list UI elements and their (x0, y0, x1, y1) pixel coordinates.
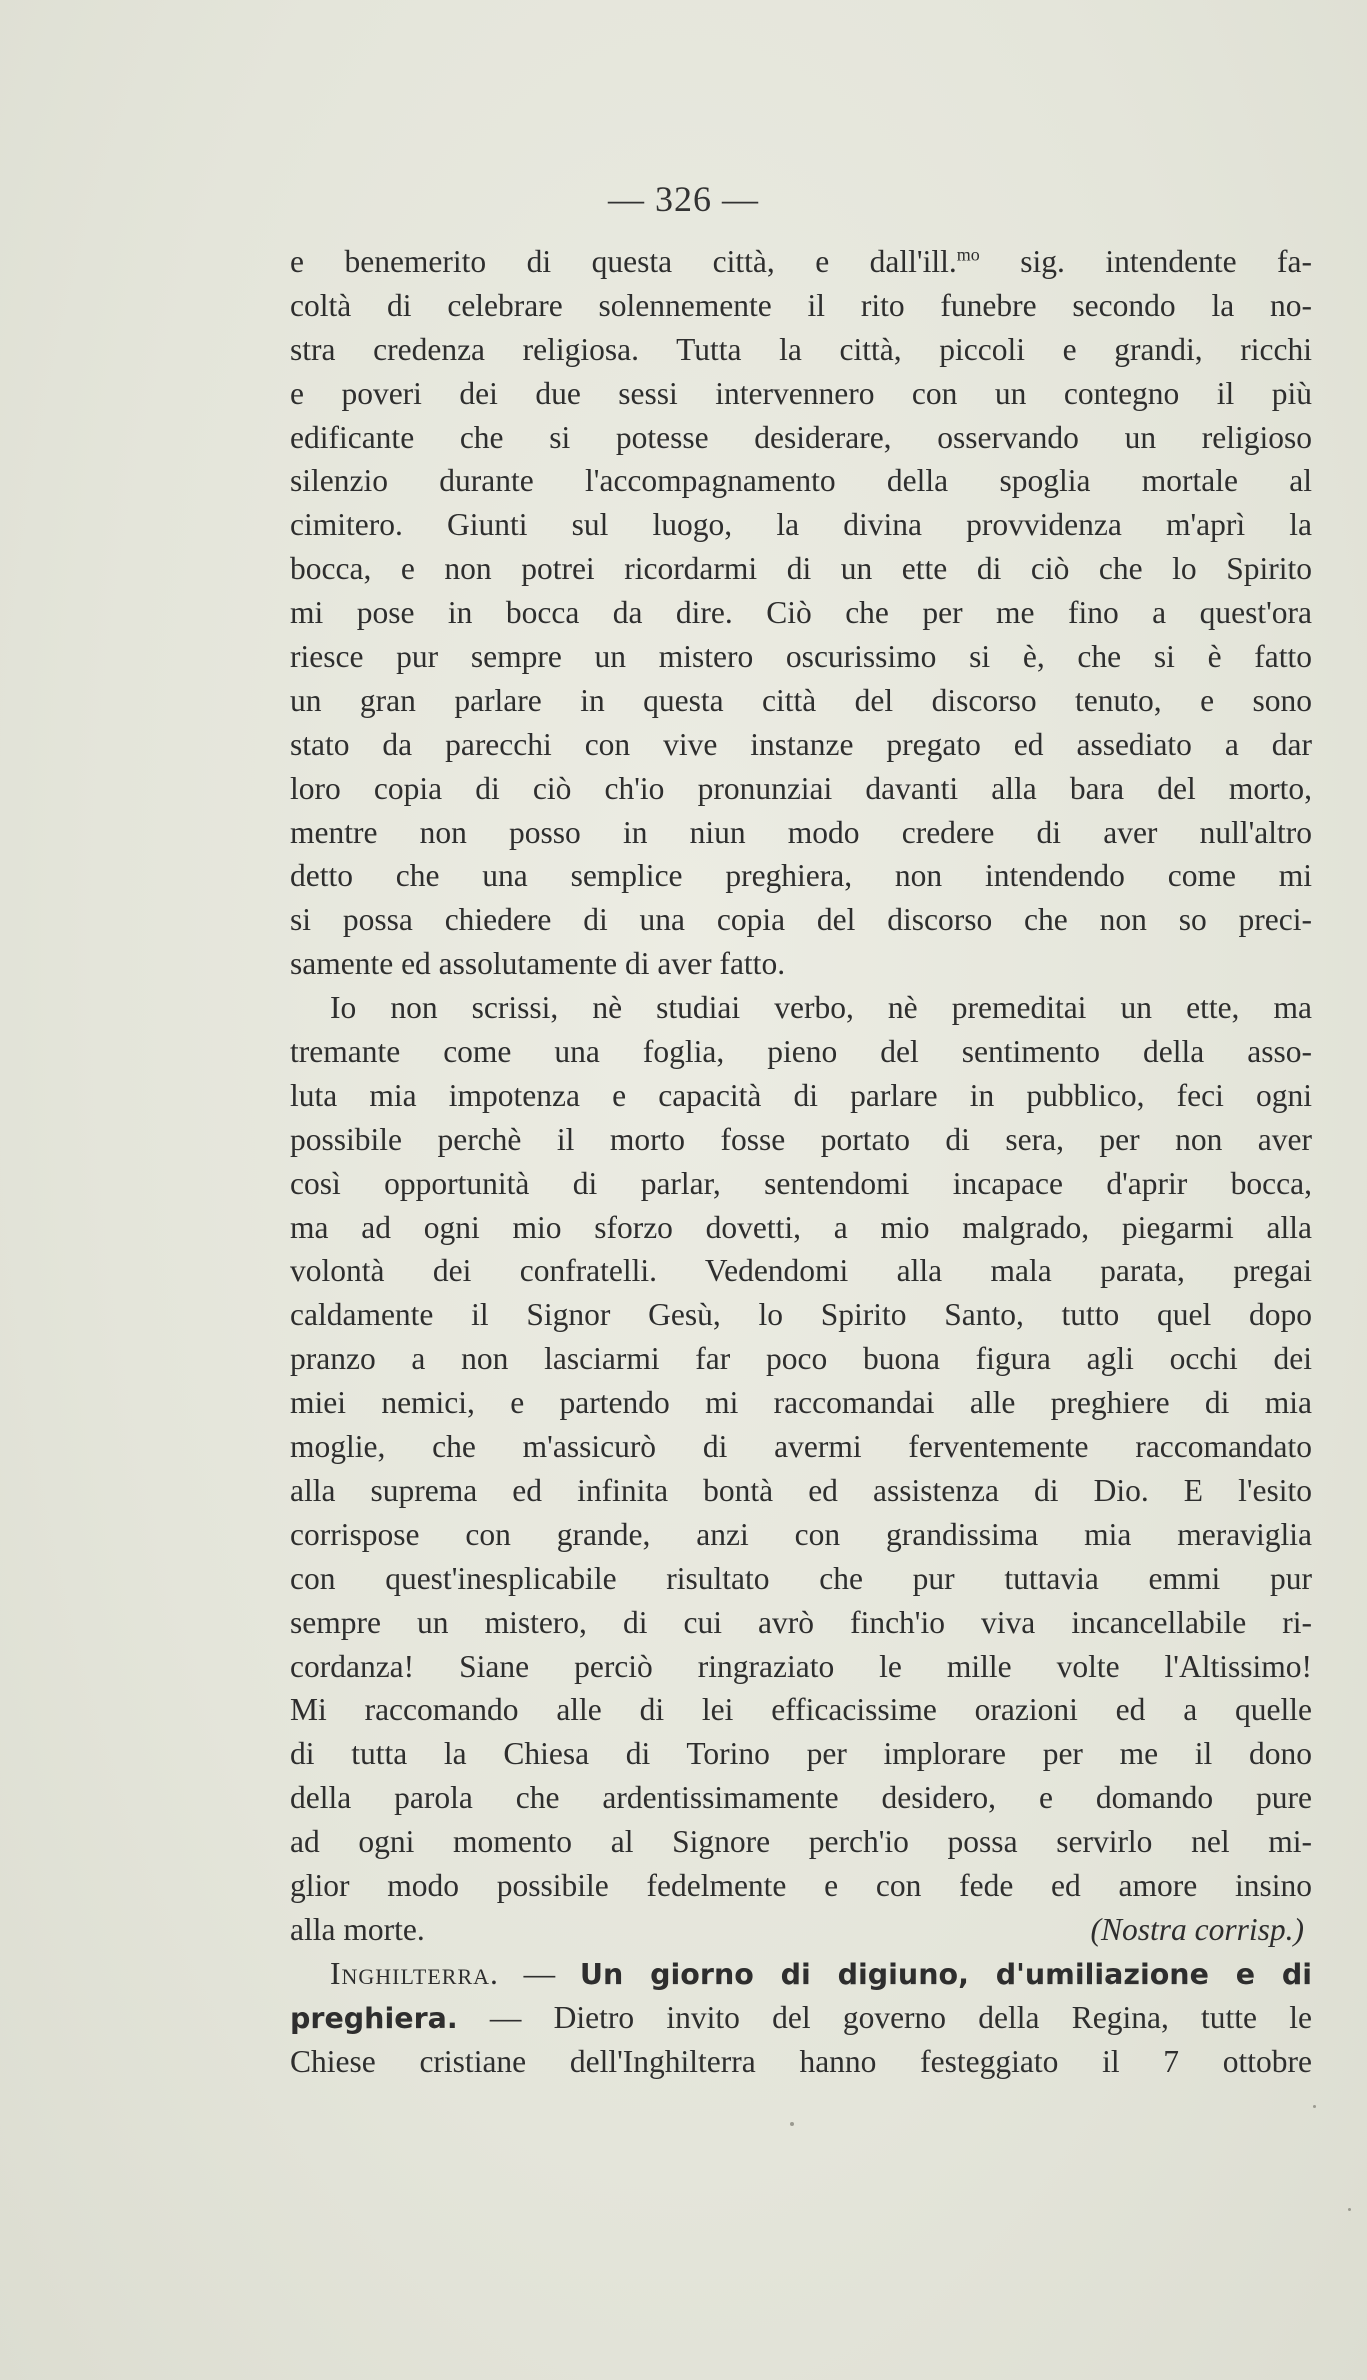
text-line: ma ad ogni mio sforzo dovetti, a mio malgrado, piegarmi alla (290, 1209, 1312, 1245)
paper-speck (1348, 2208, 1351, 2211)
text-line: stato da parecchi con vive instanze pregato ed assediato a dar (290, 726, 1312, 762)
section-heading-line: Inghilterra. — Un giorno di digiuno, d'umiliazione e di (330, 1955, 1312, 1991)
text-line: così opportunità di parlar, sentendomi incapace d'aprir bocca, (290, 1165, 1312, 1201)
text-line: Chiese cristiane dell'Inghilterra hanno festeggiato il 7 ottobre (290, 2043, 1312, 2079)
text-line: caldamente il Signor Gesù, lo Spirito Santo, tutto quel dopo (290, 1297, 1312, 1333)
text-line: della parola che ardentissimamente desidero, e domando pure (290, 1780, 1312, 1816)
text-line: samente ed assolutamente di aver fatto. (290, 946, 786, 982)
paragraph-start-line: Io non scrissi, nè studiai verbo, nè premeditai un ette, ma (330, 990, 1312, 1026)
text-line: sempre un mistero, di cui avrò finch'io viva incancellabile ri- (290, 1604, 1312, 1640)
text-line: alla suprema ed infinita bontà ed assistenza di Dio. E l'esito (290, 1472, 1312, 1508)
text-line: moglie, che m'assicurò di avermi ferventemente raccomandato (290, 1429, 1312, 1465)
text-line: con quest'inesplicabile risultato che pur tuttavia emmi pur (290, 1560, 1312, 1596)
text-line: tremante come una foglia, pieno del sentimento della asso- (290, 1034, 1312, 1070)
text-line: e poveri dei due sessi intervennero con un contegno il più (290, 375, 1312, 411)
section-title: Un giorno di digiuno, d'umiliazione e di (579, 1957, 1312, 1991)
section-place: Inghilterra. (330, 1955, 499, 1991)
text-line: si possa chiedere di una copia del discorso che non so preci- (290, 902, 1312, 938)
text-line: cimitero. Giunti sul luogo, la divina provvidenza m'aprì la (290, 507, 1312, 543)
closing-line (290, 1908, 1312, 1952)
text-line: volontà dei confratelli. Vedendomi alla mala parata, pregai (290, 1253, 1312, 1289)
closing-text: alla morte. (290, 1911, 425, 1947)
body-text (290, 240, 1312, 2083)
text-line: mentre non posso in niun modo credere di aver null'altro (290, 814, 1312, 850)
text-line: pranzo a non lasciarmi far poco buona figura agli occhi dei (290, 1341, 1312, 1377)
text-line: cordanza! Siane perciò ringraziato le mille volte l'Altissimo! (290, 1648, 1312, 1684)
text-line: edificante che si potesse desiderare, osservando un religioso (290, 419, 1312, 455)
text-line: un gran parlare in questa città del discorso tenuto, e sono (290, 682, 1312, 718)
text-line: possibile perchè il morto fosse portato di sera, per non aver (290, 1121, 1312, 1157)
text-line: stra credenza religiosa. Tutta la città, piccoli e grandi, ricchi (290, 331, 1312, 367)
text-line: preghiera. — Dietro invito del governo della Regina, tutte le (290, 1999, 1312, 2035)
text-line: riesce pur sempre un mistero oscurissimo si è, che si è fatto (290, 639, 1312, 675)
text-line: glior modo possibile fedelmente e con fede ed amore insino (290, 1867, 1312, 1903)
text-line: loro copia di ciò ch'io pronunziai davanti alla bara del morto, (290, 770, 1312, 806)
text-line: ad ogni momento al Signore perch'io possa servirlo nel mi- (290, 1824, 1312, 1860)
signature: (Nostra corrisp.) (1090, 1911, 1304, 1947)
page-number: — 326 — (608, 179, 759, 219)
text-line: e benemerito di questa città, e dall'ill.$^{mo}$ sig. intendente fa- (290, 244, 1312, 279)
text-line: silenzio durante l'accompagnamento della spoglia mortale al (290, 463, 1312, 499)
text-line: detto che una semplice preghiera, non intendendo come mi (290, 858, 1312, 894)
text-line: Mi raccomando alle di lei efficacissime orazioni ed a quelle (290, 1692, 1312, 1728)
text-line: coltà di celebrare solennemente il rito funebre secondo la no- (290, 287, 1312, 323)
text-line: bocca, e non potrei ricordarmi di un ette di ciò che lo Spirito (290, 551, 1312, 587)
paper-speck (790, 2122, 794, 2126)
text-line: corrispose con grande, anzi con grandissima mia meraviglia (290, 1516, 1312, 1552)
section-title-end: preghiera. (290, 2001, 458, 2035)
text-line: miei nemici, e partendo mi raccomandai alle preghiere di mia (290, 1385, 1312, 1421)
text-line: mi pose in bocca da dire. Ciò che per me fino a quest'ora (290, 595, 1312, 631)
paper-speck (1313, 2105, 1316, 2108)
text-line: di tutta la Chiesa di Torino per implorare per me il dono (290, 1736, 1312, 1772)
text-line: luta mia impotenza e capacità di parlare in pubblico, feci ogni (290, 1077, 1312, 1113)
